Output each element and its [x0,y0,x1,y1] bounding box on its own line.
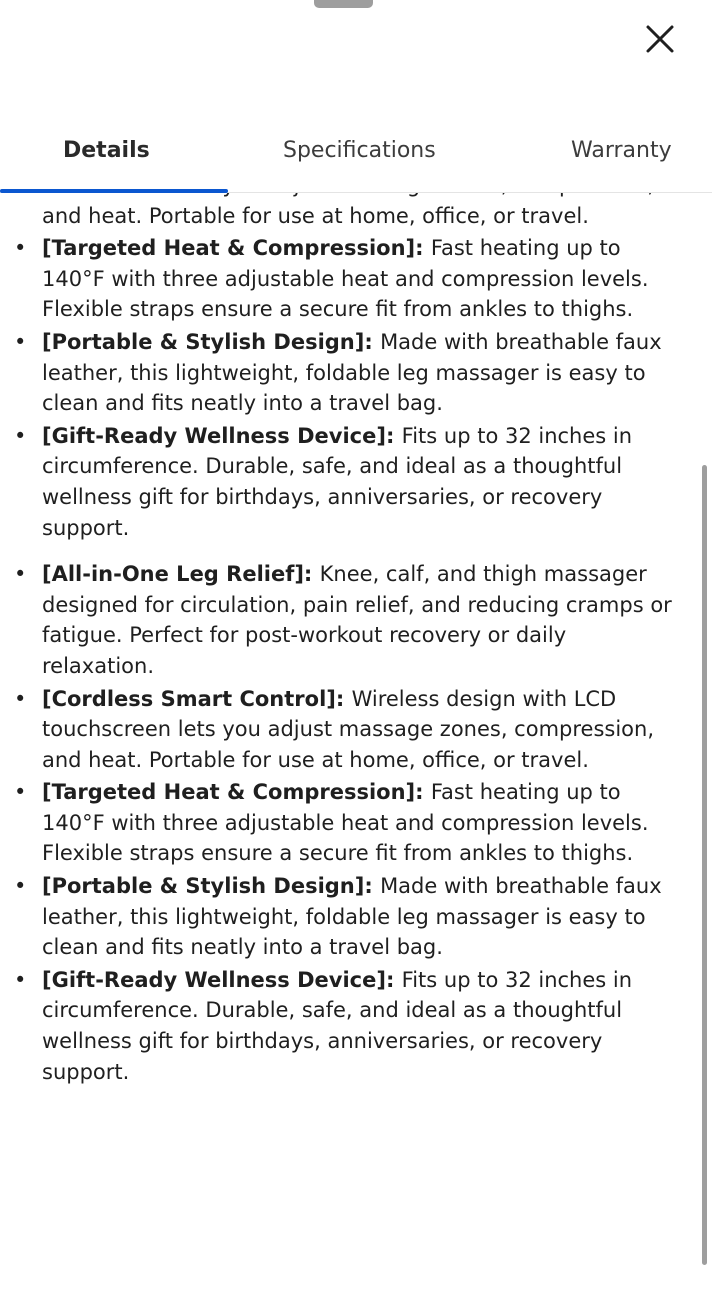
list-item [0,777,700,869]
tab-bar [0,118,712,193]
close-button[interactable] [638,17,682,61]
feature-text: Made with breathable faux leather, this lightweight, foldable leg massager is easy to clean and fits neatly into a travel bag. [42,874,662,960]
details-content[interactable] [0,193,700,1295]
feature-title: [Portable & Stylish Design]: [42,329,381,354]
feature-title: [Cordless Smart Control]: [42,686,352,711]
feature-text: Fits up to 32 inches in circumference. Durable, safe, and ideal as a thoughtful wellness gift for birthdays, anniversaries, or recovery support. [42,423,633,540]
feature-list [0,170,700,543]
list-item [0,421,700,543]
feature-text: Fits up to 32 inches in circumference. Durable, safe, and ideal as a thoughtful wellness gift for birthdays, anniversaries, or recovery support. [42,967,633,1084]
feature-text: Made with breathable faux leather, this lightweight, foldable leg massager is easy to clean and fits neatly into a travel bag. [42,329,662,416]
feature-text: Fast heating up to 140°F with three adjustable heat and compression levels. Flexible straps ensure a secure fit from ankles to thighs. [42,236,649,322]
list-item [0,327,700,419]
feature-title: [Gift-Ready Wellness Device]: [42,967,402,992]
list-item [0,965,700,1087]
feature-list [0,559,700,1087]
drag-handle[interactable] [314,0,373,8]
feature-text: Knee, calf, and thigh massager designed for circulation, pain relief, and reducing cramps or fatigue. Perfect for post-workout recovery or daily relaxation. [42,562,672,678]
feature-text: Wireless design with LCD touchscreen lets you adjust massage zones, compression, and heat. Portable for use at home, office, or travel. [42,686,655,772]
feature-title: [Targeted Heat & Compression]: [42,236,431,261]
feature-text: Fast heating up to 140°F with three adjustable heat and compression levels. Flexible straps ensure a secure fit from ankles to thighs. [42,780,649,866]
tab-details[interactable]: Details [63,138,150,163]
feature-title: [Gift-Ready Wellness Device]: [42,423,402,448]
feature-text: and heat. Portable for use at home, office, or travel. [42,203,589,228]
active-tab-indicator [0,189,228,193]
list-item [0,684,700,776]
list-item [0,233,700,325]
group-spacer [0,545,700,559]
scrollbar-thumb[interactable] [702,465,707,1265]
feature-title: [All-in-One Leg Relief]: [42,562,320,587]
tab-warranty[interactable]: Warranty [571,138,672,163]
close-icon [638,17,682,61]
tab-specifications[interactable]: Specifications [283,138,436,163]
feature-title: [Portable & Stylish Design]: [42,874,381,899]
list-item [0,871,700,963]
feature-title: [Targeted Heat & Compression]: [42,780,431,805]
scrollbar[interactable] [700,193,712,1295]
list-item [0,559,700,681]
